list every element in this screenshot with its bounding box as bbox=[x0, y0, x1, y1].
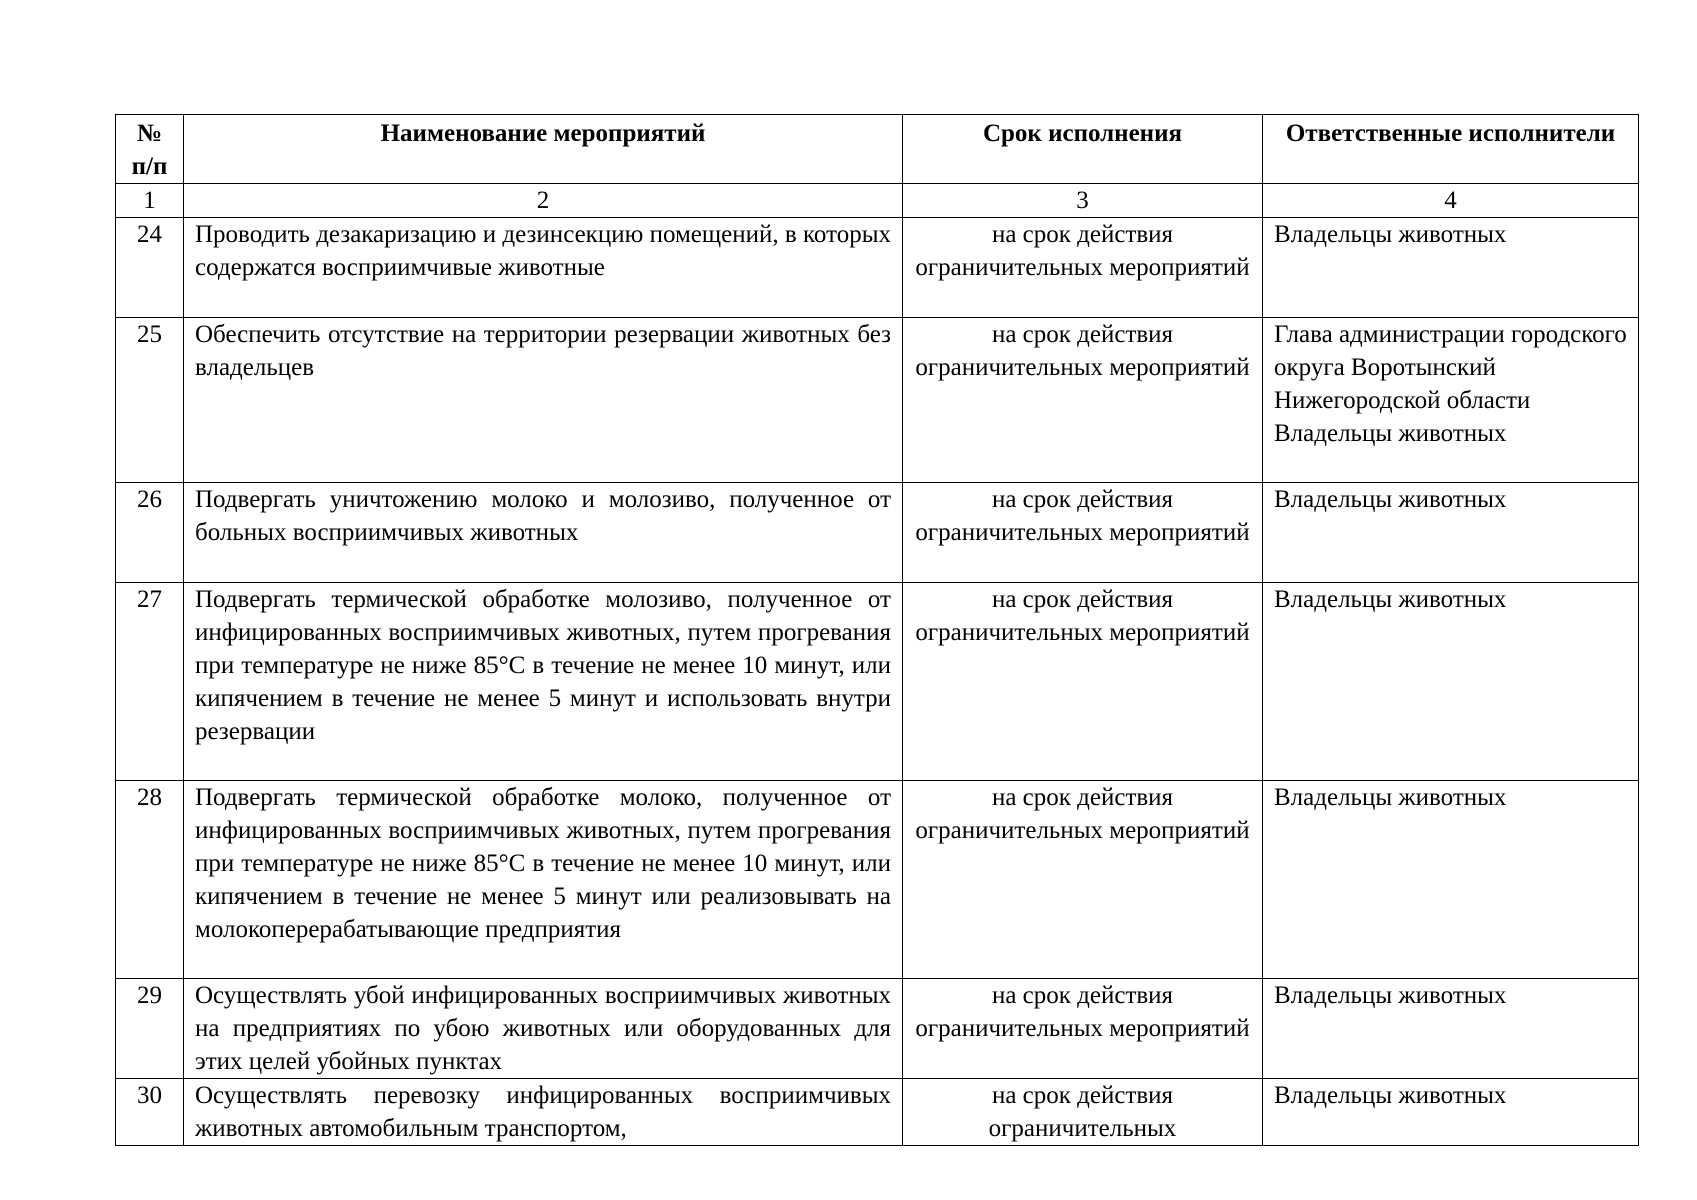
header-name: Наименование мероприятий bbox=[184, 115, 903, 184]
table-header-row bbox=[116, 115, 1639, 184]
header-num: № п/п bbox=[116, 115, 184, 184]
measure-responsible: Владельцы животных bbox=[1263, 1079, 1639, 1146]
column-number: 4 bbox=[1263, 184, 1639, 218]
measure-name: Подвергать термической обработке молозиво, полученное от инфицированных восприимчивых животных, путем прогревания при температуре не ниже 85°С в течение не менее 10 минут, или кипячением в течение не менее 5 минут и использовать внутри резервации bbox=[184, 583, 903, 781]
document-page bbox=[115, 114, 1638, 1146]
measure-name: Обеспечить отсутствие на территории резервации животных без владельцев bbox=[184, 318, 903, 483]
column-number: 1 bbox=[116, 184, 184, 218]
row-number: 26 bbox=[116, 483, 184, 583]
measure-term: на срок действия ограничительных мероприятий bbox=[903, 483, 1263, 583]
table-row bbox=[116, 781, 1639, 979]
measure-name: Проводить дезакаризацию и дезинсекцию помещений, в которых содержатся восприимчивые животные bbox=[184, 218, 903, 318]
measure-responsible: Владельцы животных bbox=[1263, 583, 1639, 781]
measure-name: Подвергать уничтожению молоко и молозиво, полученное от больных восприимчивых животных bbox=[184, 483, 903, 583]
measure-term: на срок действия ограничительных мероприятий bbox=[903, 979, 1263, 1079]
measure-term: на срок действия ограничительных bbox=[903, 1079, 1263, 1146]
column-number: 2 bbox=[184, 184, 903, 218]
table-row bbox=[116, 1079, 1639, 1146]
table-row bbox=[116, 218, 1639, 318]
measure-term: на срок действия ограничительных мероприятий bbox=[903, 318, 1263, 483]
measures-table bbox=[115, 114, 1639, 1146]
row-number: 30 bbox=[116, 1079, 184, 1146]
measure-term: на срок действия ограничительных мероприятий bbox=[903, 583, 1263, 781]
row-number: 24 bbox=[116, 218, 184, 318]
measure-name: Осуществлять перевозку инфицированных восприимчивых животных автомобильным транспортом, bbox=[184, 1079, 903, 1146]
row-number: 25 bbox=[116, 318, 184, 483]
measure-responsible: Владельцы животных bbox=[1263, 979, 1639, 1079]
table-row bbox=[116, 483, 1639, 583]
row-number: 29 bbox=[116, 979, 184, 1079]
header-responsible: Ответственные исполнители bbox=[1263, 115, 1639, 184]
row-number: 28 bbox=[116, 781, 184, 979]
measure-name: Подвергать термической обработке молоко, полученное от инфицированных восприимчивых животных, путем прогревания при температуре не ниже 85°С в течение не менее 10 минут, или кипячением в течение не менее 5 минут или реализовывать на молокоперерабатывающие предприятия bbox=[184, 781, 903, 979]
measure-responsible: Владельцы животных bbox=[1263, 218, 1639, 318]
row-number: 27 bbox=[116, 583, 184, 781]
measure-responsible: Владельцы животных bbox=[1263, 483, 1639, 583]
measure-term: на срок действия ограничительных мероприятий bbox=[903, 781, 1263, 979]
measure-responsible: Владельцы животных bbox=[1263, 781, 1639, 979]
measure-responsible: Глава администрации городского округа Воротынский Нижегородской области Владельцы животных bbox=[1263, 318, 1639, 483]
column-number-row bbox=[116, 184, 1639, 218]
measure-name: Осуществлять убой инфицированных восприимчивых животных на предприятиях по убою животных или оборудованных для этих целей убойных пунктах bbox=[184, 979, 903, 1079]
table-row bbox=[116, 318, 1639, 483]
header-term: Срок исполнения bbox=[903, 115, 1263, 184]
measure-term: на срок действия ограничительных мероприятий bbox=[903, 218, 1263, 318]
table-row bbox=[116, 979, 1639, 1079]
column-number: 3 bbox=[903, 184, 1263, 218]
table-row bbox=[116, 583, 1639, 781]
